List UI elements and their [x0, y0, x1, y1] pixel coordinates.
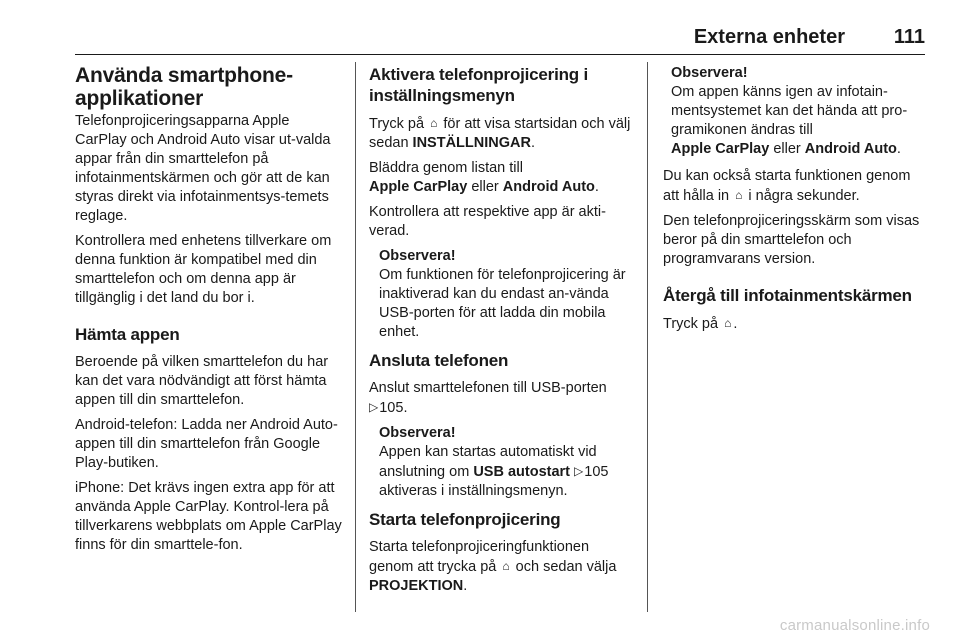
note-body: Om funktionen för telefonprojicering är inaktiverad kan du endast an-vända USB-porten för att ladda din mobila enhet.	[379, 267, 626, 340]
paragraph: Beroende på vilken smarttelefon du har kan det vara nödvändigt att först hämta appen till din smarttelefon.	[75, 354, 329, 408]
paragraph: Kontrollera att respektive app är akti-verad.	[369, 204, 606, 239]
arrow-ref-icon: ▷	[369, 400, 379, 414]
text: .	[594, 179, 599, 195]
header-rule	[75, 54, 925, 55]
text: Om appen känns igen av infotain-mentsystemet kan det hända att pro-gramikonen ändras till	[671, 84, 908, 138]
note-title: Observera!	[379, 425, 456, 441]
paragraph	[663, 167, 929, 206]
text: .	[403, 400, 408, 416]
home-icon: ⌂	[735, 188, 743, 202]
chapter-title: Externa enheter	[693, 26, 845, 48]
column-divider-1	[355, 62, 356, 612]
page-reference[interactable]: 105	[379, 400, 404, 416]
note-block	[663, 64, 929, 159]
text: Starta telefonprojiceringfunktionen genom att trycka på	[369, 539, 590, 575]
paragraph: Den telefonprojiceringsskärm som visas beror på din smarttelefon och programvarans version.	[663, 213, 920, 267]
section-heading-connect-phone: Ansluta telefonen	[369, 351, 509, 370]
paragraph	[663, 314, 929, 334]
home-icon: ⌂	[430, 116, 438, 130]
home-icon: ⌂	[724, 316, 732, 330]
menu-label: PROJEKTION	[369, 578, 464, 594]
menu-label: Android Auto	[502, 179, 595, 195]
paragraph: Telefonprojiceringsapparna Apple CarPlay och Android Auto visar ut-valda appar från din smarttelefon på infotainmentskärmen och gör att de kan styras direkt via infotainmentsys-temets reglage.	[75, 113, 331, 224]
home-icon: ⌂	[502, 559, 510, 573]
text: Anslut smarttelefonen till USB-porten	[369, 380, 607, 396]
page-number: 111	[893, 26, 925, 48]
menu-label: USB autostart	[473, 464, 570, 480]
paragraph: iPhone: Det krävs ingen extra app för att använda Apple CarPlay. Kontrol-lera på tillverkarens webbplats om Apple CarPlay finns för din smarttele-fon.	[75, 480, 342, 553]
heading-line-2: applikationer	[75, 87, 204, 110]
section-heading-download-app: Hämta appen	[75, 325, 180, 344]
text: i några sekunder.	[748, 188, 860, 204]
column-divider-2	[647, 62, 648, 612]
heading-line-1: Aktivera telefonprojicering i	[369, 65, 589, 84]
section-heading-return-infotainment: Återgå till infotainmentskärmen	[663, 286, 912, 305]
menu-label: Android Auto	[804, 141, 897, 157]
paragraph	[369, 538, 633, 596]
column-3	[663, 64, 929, 340]
text: .	[463, 578, 468, 594]
heading-line-2: inställningsmenyn	[369, 86, 515, 105]
page-header	[75, 26, 925, 50]
section-heading-smartphone-apps	[75, 64, 345, 110]
section-heading-activate-projection	[369, 64, 633, 106]
arrow-ref-icon: ▷	[574, 464, 584, 478]
text: aktiveras i inställningsmenyn.	[379, 483, 568, 499]
note-body	[671, 83, 929, 159]
heading-line-1: Använda smartphone-	[75, 64, 293, 87]
text: och sedan välja	[515, 559, 617, 575]
paragraph: Kontrollera med enhetens tillverkare om denna funktion är kompatibel med din smarttelefon och om denna app är tillgänglig i det land du bor i.	[75, 233, 332, 306]
text: .	[530, 135, 535, 151]
text: Du kan också starta funktionen genom att hålla in	[663, 168, 911, 204]
column-2	[369, 64, 633, 602]
menu-label: Apple CarPlay	[671, 141, 770, 157]
menu-label: INSTÄLLNINGAR	[412, 135, 531, 151]
note-title: Observera!	[379, 248, 456, 264]
column-1	[75, 64, 345, 561]
paragraph	[369, 159, 633, 197]
text: .	[733, 316, 738, 332]
note-block	[369, 424, 633, 501]
text: .	[896, 141, 901, 157]
section-heading-start-projection: Starta telefonprojicering	[369, 510, 561, 529]
note-block	[369, 247, 633, 342]
text: Tryck på	[663, 316, 719, 332]
page-reference[interactable]: 105	[584, 464, 609, 480]
watermark: carmanualsonline.info	[779, 617, 930, 634]
menu-label: Apple CarPlay	[369, 179, 468, 195]
text: Bläddra genom listan till	[369, 160, 523, 176]
note-title: Observera!	[671, 65, 748, 81]
text: eller	[471, 179, 499, 195]
text: Tryck på	[369, 116, 425, 132]
paragraph	[369, 379, 633, 418]
text: Appen kan startas automatiskt vid anslutning om	[379, 444, 597, 480]
paragraph: Android-telefon: Ladda ner Android Auto-appen till din smarttelefon från Google Play-butiken.	[75, 417, 338, 471]
paragraph	[369, 114, 633, 153]
note-body	[379, 443, 633, 501]
text: eller	[773, 141, 801, 157]
text: för att visa startsidan och välj sedan	[369, 116, 631, 151]
